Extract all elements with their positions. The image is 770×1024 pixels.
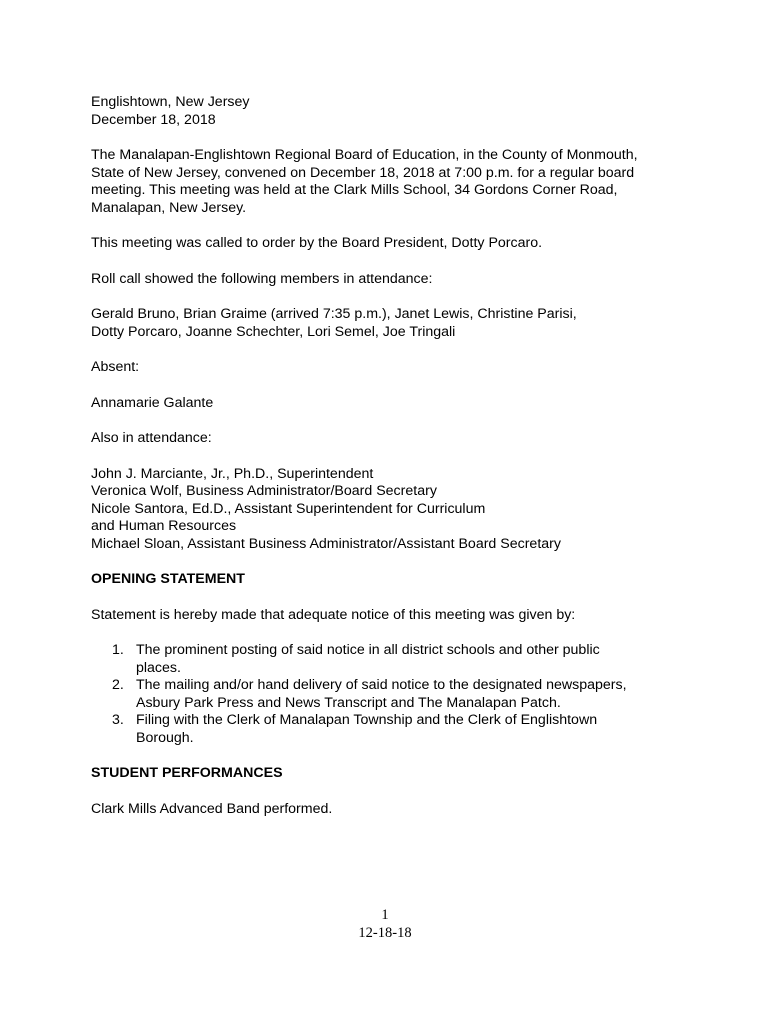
spacer: [91, 747, 691, 765]
members-line: Gerald Bruno, Brian Graime (arrived 7:35 p.m.), Janet Lewis, Christine Parisi,: [91, 306, 577, 322]
list-item-line: Filing with the Clerk of Manalapan Township and the Clerk of Englishtown: [136, 712, 598, 728]
header-date: December 18, 2018: [91, 111, 216, 128]
spacer: [91, 288, 691, 306]
header-block: [91, 94, 691, 129]
also-in-attendance-list: [91, 466, 691, 554]
header-location: Englishtown, New Jersey: [91, 94, 250, 110]
roll-call-intro: Roll call showed the following members in attendance:: [91, 270, 433, 287]
page-number: 1: [381, 907, 389, 923]
list-item-number: 1.: [112, 642, 124, 658]
list-item: [91, 677, 691, 712]
attendee-line: Veronica Wolf, Business Administrator/Board Secretary: [91, 483, 437, 499]
opening-statement-heading: OPENING STATEMENT: [91, 571, 245, 587]
spacer: [91, 341, 691, 359]
absent-names: Annamarie Galante: [91, 394, 214, 411]
document-body: [91, 94, 691, 818]
list-item-number: 2.: [112, 677, 124, 693]
attendee-line: Michael Sloan, Assistant Business Administrator/Assistant Board Secretary: [91, 535, 561, 552]
list-item: [91, 642, 691, 677]
page-footer: [0, 906, 770, 942]
intro-line: Manalapan, New Jersey.: [91, 199, 247, 216]
spacer: [91, 217, 691, 235]
list-item: [91, 712, 691, 747]
intro-paragraph: [91, 147, 691, 217]
list-item-number: 3.: [112, 712, 124, 728]
spacer: [91, 624, 691, 642]
opening-statement-intro: Statement is hereby made that adequate notice of this meeting was given by:: [91, 606, 576, 623]
members-present: [91, 306, 691, 341]
intro-line: State of New Jersey, convened on December 18, 2018 at 7:00 p.m. for a regular board: [91, 164, 635, 181]
footer-date-code: 12-18-18: [358, 925, 412, 941]
spacer: [91, 412, 691, 430]
list-item-line: The prominent posting of said notice in all district schools and other public: [136, 642, 600, 658]
intro-line: The Manalapan-Englishtown Regional Board of Education, in the County of Monmouth,: [91, 147, 638, 163]
absent-label: Absent:: [91, 359, 140, 375]
spacer: [91, 129, 691, 147]
list-item-line: Asbury Park Press and News Transcript and The Manalapan Patch.: [136, 694, 561, 711]
members-line: Dotty Porcaro, Joanne Schechter, Lori Semel, Joe Tringali: [91, 323, 456, 340]
spacer: [91, 589, 691, 607]
call-to-order: This meeting was called to order by the Board President, Dotty Porcaro.: [91, 235, 543, 251]
spacer: [91, 783, 691, 801]
attendee-line: Nicole Santora, Ed.D., Assistant Superintendent for Curriculum: [91, 500, 486, 517]
list-item-line: The mailing and/or hand delivery of said notice to the designated newspapers,: [136, 677, 627, 693]
intro-line: meeting. This meeting was held at the Clark Mills School, 34 Gordons Corner Road,: [91, 182, 618, 198]
spacer: [91, 253, 691, 271]
list-item-line: places.: [136, 659, 181, 676]
also-in-attendance-label: Also in attendance:: [91, 430, 212, 446]
attendee-line: John J. Marciante, Jr., Ph.D., Superintendent: [91, 465, 374, 482]
list-item-line: Borough.: [136, 729, 194, 746]
student-performances-text: Clark Mills Advanced Band performed.: [91, 800, 333, 817]
attendee-line: and Human Resources: [91, 518, 237, 534]
student-performances-heading: STUDENT PERFORMANCES: [91, 765, 283, 781]
spacer: [91, 448, 691, 466]
spacer: [91, 553, 691, 571]
spacer: [91, 377, 691, 395]
notice-list: [91, 642, 691, 747]
